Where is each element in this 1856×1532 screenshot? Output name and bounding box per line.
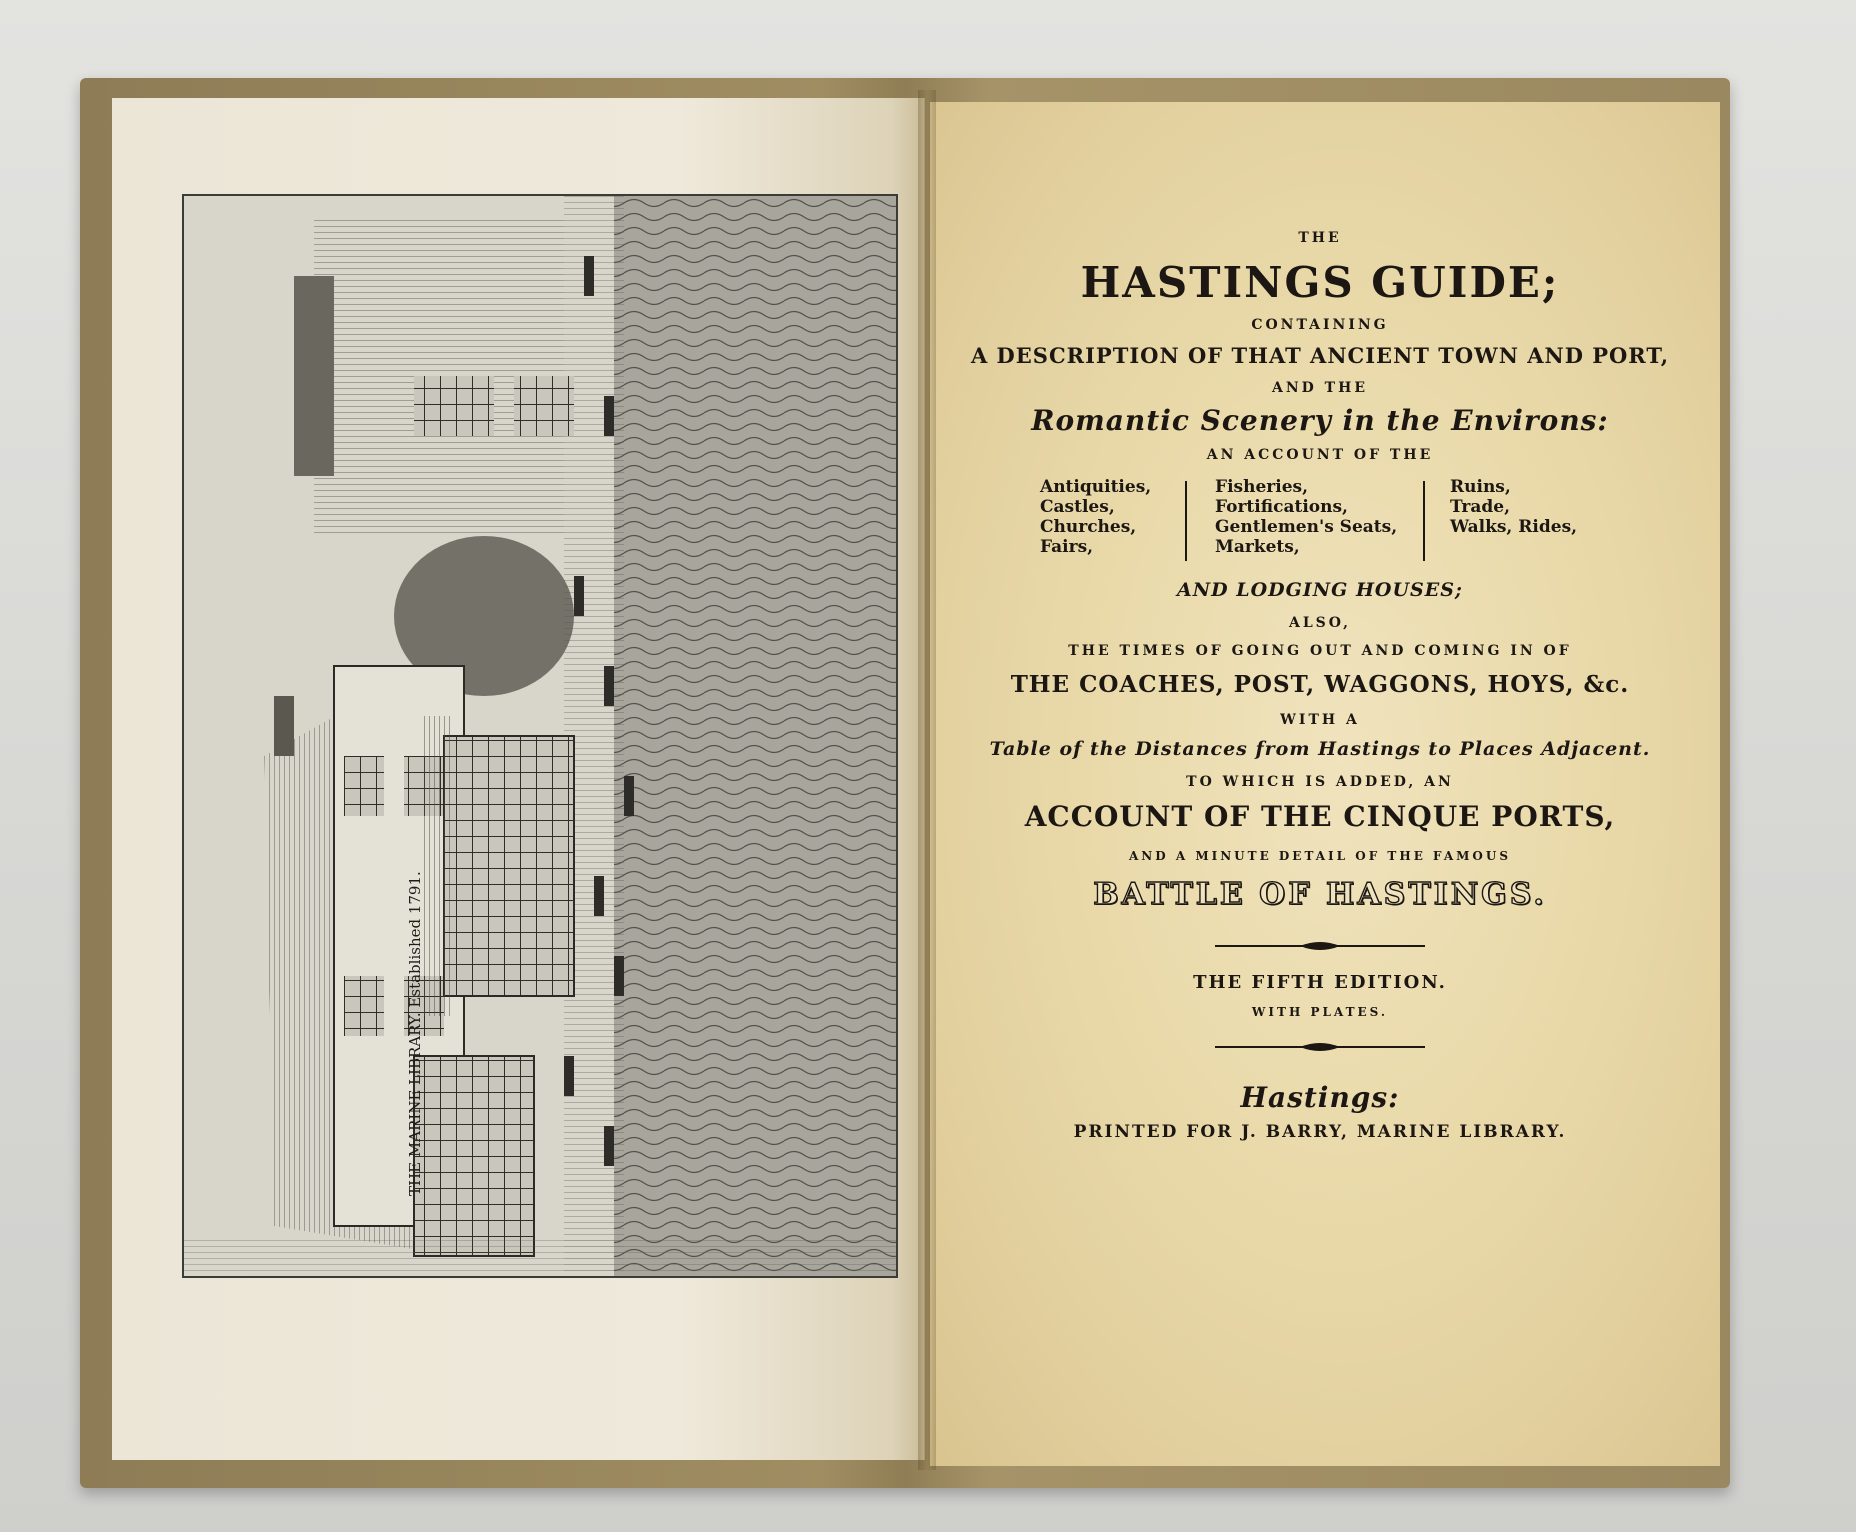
subject-item: Walks, Rides, <box>1450 517 1578 537</box>
subject-column-3 <box>1450 477 1577 537</box>
line-account-of: AN ACCOUNT OF THE <box>1206 447 1434 463</box>
subject-item: Antiquities, <box>1040 477 1152 497</box>
engraving-illustration <box>184 196 896 1276</box>
line-description: A DESCRIPTION OF THAT ANCIENT TOWN AND PORT, <box>970 343 1670 368</box>
line-romantic-scenery: Romantic Scenery in the Environs: <box>1031 404 1609 437</box>
subject-item: Ruins, <box>1450 477 1511 497</box>
column-divider <box>1185 481 1187 561</box>
line-cinque-ports: ACCOUNT OF THE CINQUE PORTS, <box>1024 800 1616 833</box>
line-lodging-houses: AND LODGING HOUSES; <box>1177 579 1463 601</box>
line-coaches: THE COACHES, POST, WAGGONS, HOYS, &c. <box>1010 671 1630 698</box>
engraving-plate <box>182 194 898 1278</box>
subject-item: Fairs, <box>1040 537 1094 557</box>
line-to-which-is-added: TO WHICH IS ADDED, AN <box>1186 774 1454 790</box>
line-fifth-edition: THE FIFTH EDITION. <box>1193 972 1447 993</box>
title-the: THE <box>1298 230 1342 246</box>
subject-column-2 <box>1215 477 1397 557</box>
line-printed-for: PRINTED FOR J. BARRY, MARINE LIBRARY. <box>1073 1122 1567 1142</box>
book-gutter <box>918 90 936 1470</box>
title-text-block <box>960 230 1680 1142</box>
line-battle-of-hastings: BATTLE OF HASTINGS. <box>1093 877 1547 912</box>
subject-item: Trade, <box>1450 497 1511 517</box>
line-table-of-distances: Table of the Distances from Hastings to Places Adjacent. <box>989 738 1651 760</box>
line-with-plates: WITH PLATES. <box>1251 1005 1389 1019</box>
subject-item: Markets, <box>1215 537 1300 557</box>
line-and-the: AND THE <box>1272 380 1368 396</box>
subject-columns <box>1040 477 1600 569</box>
line-also: ALSO, <box>1288 615 1352 631</box>
line-containing: CONTAINING <box>1251 317 1389 333</box>
line-hastings-imprint: Hastings: <box>1240 1081 1400 1114</box>
subject-item: Fortifications, <box>1215 497 1348 517</box>
subject-item: Gentlemen's Seats, <box>1215 517 1398 537</box>
library-sign-text: THE MARINE LIBRARY. Established 1791. <box>406 871 424 1196</box>
ornament-rule-1 <box>1215 940 1425 952</box>
line-minute-detail: AND A MINUTE DETAIL OF THE FAMOUS <box>1128 849 1512 863</box>
column-divider <box>1423 481 1425 561</box>
line-with-a: WITH A <box>1280 712 1360 728</box>
subject-item: Castles, <box>1040 497 1115 517</box>
subject-column-1 <box>1040 477 1151 557</box>
subject-item: Fisheries, <box>1215 477 1308 497</box>
ornament-rule-2 <box>1215 1041 1425 1053</box>
main-title: HASTINGS GUIDE; <box>1080 258 1560 307</box>
line-times: THE TIMES OF GOING OUT AND COMING IN OF <box>1068 643 1572 659</box>
subject-item: Churches, <box>1040 517 1137 537</box>
